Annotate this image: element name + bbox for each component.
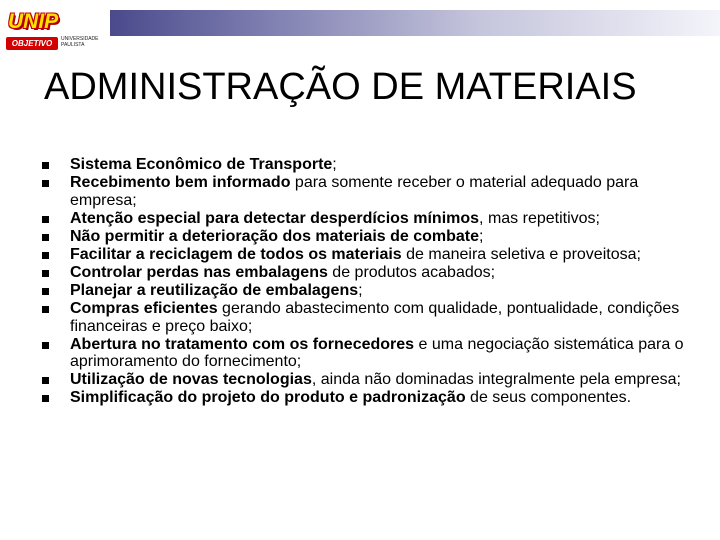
list-item [40,210,690,228]
bullet-text: de produtos acabados; [327,263,496,281]
bullet-text: ; [358,282,363,300]
list-item [40,371,690,389]
list-item [40,174,690,209]
square-bullet-icon [42,342,49,349]
list-item [40,156,690,174]
square-bullet-icon [42,270,49,277]
bullet-bold-text: Simplificação do projeto do produto e padronização [70,389,466,407]
list-item [40,246,690,264]
bullet-bold-text: Recebimento bem informado [70,174,291,192]
logo-badge: OBJETIVO [6,37,58,50]
square-bullet-icon [42,395,49,402]
bullet-bold-text: Atenção especial para detectar desperdícios mínimos [70,209,480,227]
bullet-text: , ainda não dominadas integralmente pela empresa; [311,371,681,389]
bullet-list [40,156,690,408]
logo-subtitle: UNIVERSIDADE PAULISTA [61,36,99,48]
bullet-text: e uma negociação sistemática para o aprimoramento do fornecimento; [70,335,684,371]
bullet-text: de seus componentes. [465,389,632,407]
bullet-text: ; [332,156,337,173]
square-bullet-icon [42,306,49,313]
list-item [40,300,690,335]
list-item [40,282,690,300]
square-bullet-icon [42,377,49,384]
bullet-text: de maneira seletiva e proveitosa; [401,245,641,263]
square-bullet-icon [42,162,49,169]
square-bullet-icon [42,288,49,295]
bullet-bold-text: Compras eficientes [70,300,218,318]
square-bullet-icon [42,180,49,187]
list-item [40,389,690,407]
square-bullet-icon [42,252,49,259]
bullet-text: , mas repetitivos; [479,209,600,227]
list-item [40,228,690,246]
list-item [40,264,690,282]
slide-title: ADMINISTRAÇÃO DE MATERIAIS [44,66,637,108]
bullet-text: gerando abastecimento com qualidade, pontualidade, condições financeiras e preço baixo; [70,300,680,335]
bullet-text: ; [479,227,484,245]
bullet-bold-text: Controlar perdas nas embalagens [70,263,328,281]
logo-brand: UNIP [8,10,59,33]
bullet-bold-text: Não permitir a deterioração dos materiais de combate [70,227,480,245]
bullet-bold-text: Abertura no tratamento com os fornecedores [70,335,415,353]
header-gradient-bar [110,10,720,36]
square-bullet-icon [42,234,49,241]
bullet-text: para somente receber o material adequado para empresa; [70,174,639,209]
bullet-bold-text: Sistema Econômico de Transporte [70,156,333,173]
bullet-bold-text: Utilização de novas tecnologias [70,371,312,389]
bullet-bold-text: Planejar a reutilização de embalagens [70,282,359,300]
unip-logo [6,10,110,54]
square-bullet-icon [42,216,49,223]
bullet-bold-text: Facilitar a reciclagem de todos os materiais [70,245,402,263]
list-item [40,336,690,371]
